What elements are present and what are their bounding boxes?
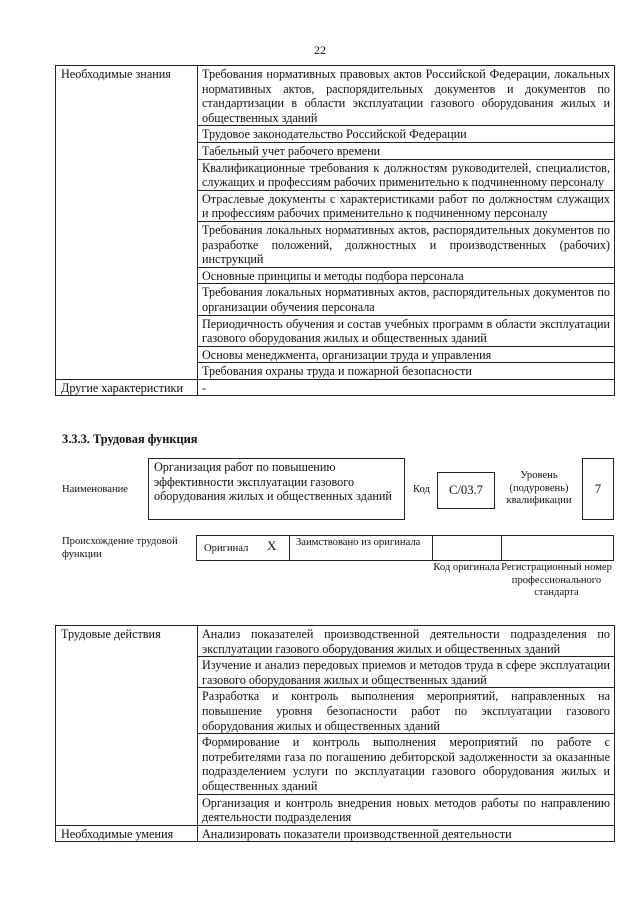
knowledge-table xyxy=(55,65,615,396)
table-cell: Требования локальных нормативных актов, распорядительных документов по разработке положений, должностных и производственных (рабочих) инструкций xyxy=(198,221,615,267)
code-original-cell xyxy=(433,536,502,560)
table-cell: Разработка и контроль выполнения мероприятий, направленных на повышение уровня безопасности работ по эксплуатации газового оборудования жилых и общественных зданий xyxy=(198,688,615,734)
table-cell: Требования локальных нормативных актов, распорядительных документов по организации обучения персонала xyxy=(198,284,615,315)
skills-label: Необходимые умения xyxy=(56,825,198,842)
page-number: 22 xyxy=(314,43,326,57)
section-title: 3.3.3. Трудовая функция xyxy=(62,432,198,446)
skills-value: Анализировать показатели производственной деятельности xyxy=(198,825,615,842)
level-label: Уровень (подуровень) квалификации xyxy=(506,470,572,506)
actions-table xyxy=(55,625,615,842)
code-original-label: Код оригинала xyxy=(433,562,500,573)
table-row xyxy=(56,66,615,126)
table-cell: Квалификационные требования к должностям руководителей, специалистов, служащих и профессиям рабочих применительно к подчиненному персоналу xyxy=(198,159,615,190)
row-header: Необходимые знания xyxy=(56,66,198,380)
code-value-box: С/03.7 xyxy=(437,472,495,509)
original-label: Оригинал xyxy=(204,543,249,554)
table-row xyxy=(56,626,615,657)
borrowed-cell xyxy=(290,536,433,560)
table-cell: Требования нормативных правовых актов Российской Федерации, локальных нормативных актов, распорядительных документов и документов по стандартизации в области эксплуатации газового оборудования жилых и общественных зданий xyxy=(198,66,615,126)
table-cell: Периодичность обучения и состав учебных программ в области эксплуатации газового оборудования жилых и общественных зданий xyxy=(198,315,615,346)
table-cell: Основные принципы и методы подбора персонала xyxy=(198,267,615,284)
reg-number-cell xyxy=(502,536,613,560)
table-row xyxy=(56,825,615,842)
row-header: Трудовые действия xyxy=(56,626,198,826)
table-cell: Формирование и контроль выполнения мероприятий по работе с потребителями газа по погашению дебиторской задолженности за оказанные подразделением услуги по эксплуатации газового оборудования жилых и общественных зданий xyxy=(198,734,615,794)
table-row xyxy=(56,379,615,396)
level-value-box: 7 xyxy=(582,458,614,520)
function-name-box: Организация работ по повышению эффективности эксплуатации газового оборудования жилых и общественных зданий xyxy=(148,458,405,520)
table-cell: Организация и контроль внедрения новых методов работы по направлению деятельности подразделения xyxy=(198,794,615,825)
table-cell: Требования охраны труда и пожарной безопасности xyxy=(198,363,615,380)
table-cell: Анализ показателей производственной деятельности подразделения по эксплуатации газового оборудования жилых и общественных зданий xyxy=(198,626,615,657)
code-label: Код xyxy=(413,484,430,495)
knowledge-table-body xyxy=(56,66,615,396)
origin-row xyxy=(196,535,614,561)
table-cell: Трудовое законодательство Российской Федерации xyxy=(198,126,615,143)
reg-number-label: Регистрационный номер профессионального стандарта xyxy=(501,562,612,598)
original-mark: X xyxy=(267,538,277,553)
table-cell: Изучение и анализ передовых приемов и методов труда в сфере эксплуатации газового оборудования жилых и общественных зданий xyxy=(198,657,615,688)
borrowed-label: Заимствовано из оригинала xyxy=(296,537,421,548)
name-label: Наименование xyxy=(62,484,128,495)
actions-table-body xyxy=(56,626,615,842)
original-cell xyxy=(197,536,290,560)
table-cell: Отраслевые документы с характеристиками работ по должностям служащих и профессиям рабочих применительно к подчиненному персоналу xyxy=(198,190,615,221)
other-characteristics-label: Другие характеристики xyxy=(56,379,198,396)
origin-label: Происхождение трудовой функции xyxy=(62,536,178,560)
table-cell: Табельный учет рабочего времени xyxy=(198,142,615,159)
table-cell: Основы менеджмента, организации труда и управления xyxy=(198,346,615,363)
other-characteristics-value: - xyxy=(198,379,615,396)
